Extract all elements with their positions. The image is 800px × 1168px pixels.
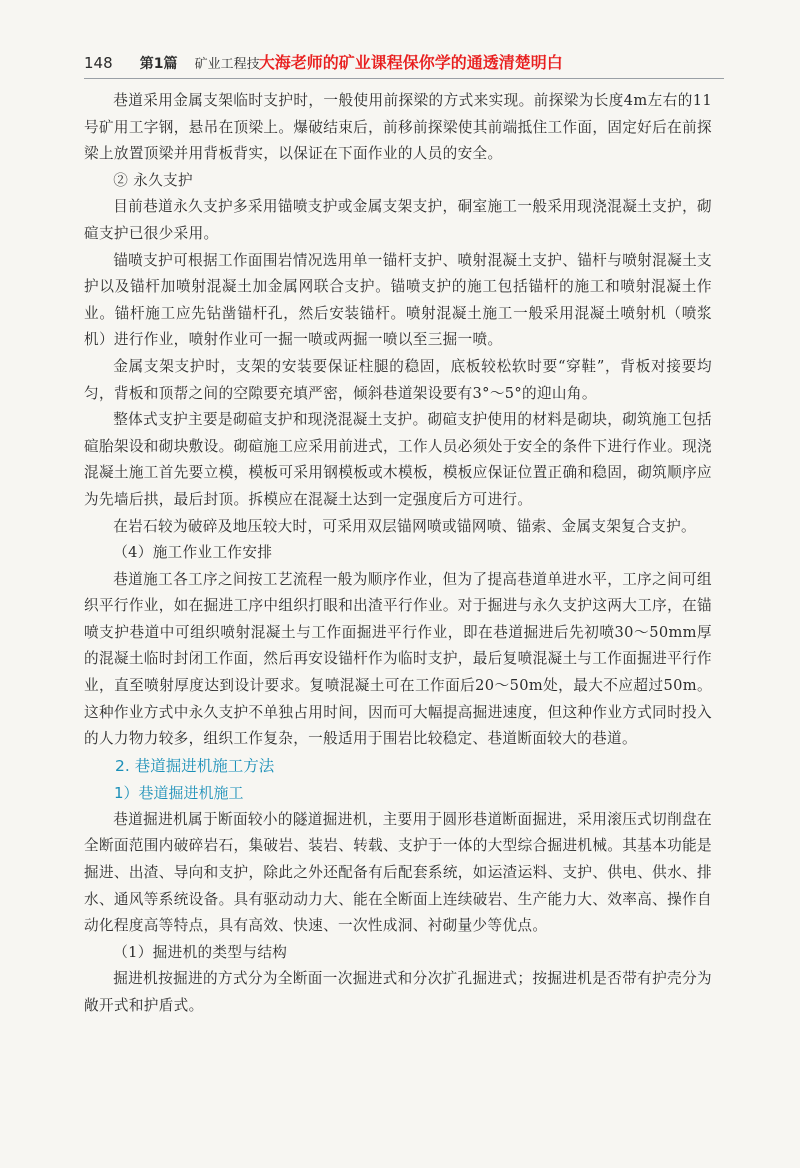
chapter-title: 矿业工程技 <box>194 57 260 72</box>
page-number: 148 <box>84 54 113 72</box>
paragraph-bolt-shotcrete: 锚喷支护可根据工作面围岩情况选用单一锚杆支护、喷射混凝土支护、锚杆与喷射混凝土支护以及锚杆加喷射混凝土加金属网联合支护。锚喷支护的施工包括锚杆的施工和喷射混凝土作业。锚杆施工应先钻凿锚杆孔，然后安装锚杆。喷射混凝土施工一般采用混凝土喷射机（喷浆机）进行作业，喷射作业可一掘一喷或两掘一喷以至三掘一喷。 <box>84 251 712 349</box>
paragraph-integral-support: 整体式支护主要是砌碹支护和现浇混凝土支护。砌碹支护使用的材料是砌块，砌筑施工包括碹胎架设和砌块敷设。砌碹施工应采用前进式，工作人员必须处于安全的条件下进行作业。现浇混凝土施工首先要立模，模板可采用钢模板或木模板，模板应保证位置正确和稳固，砌筑顺序应为先墙后拱，最后封顶。拆模应在混凝土达到一定强度后方可进行。 <box>84 411 712 508</box>
paragraph-tbm-description: 巷道掘进机属于断面较小的隧道掘进机，主要用于圆形巷道断面掘进，采用滚压式切削盘在全断面范围内破碎岩石，集破岩、装岩、转载、支护于一体的大型综合掘进机械。其基本功能是掘进、出渣、导向和支护，除此之外还配备有后配套系统，如运渣运料、支护、供电、供水、排水、通风等系统设备。具有驱动动力大、能在全断面上连续破岩、生产能力大、效率高、操作自动化程度高等特点，具有高效、快速、一次性成洞、衬砌量少等优点。 <box>84 810 712 935</box>
paragraph-composite-support: 在岩石较为破碎及地压较大时，可采用双层锚网喷或锚网喷、锚索、金属支架复合支护。 <box>113 517 696 535</box>
page-header <box>84 50 724 80</box>
header-divider <box>84 78 724 79</box>
item-work-arrangement: （4）施工作业工作安排 <box>113 544 273 562</box>
paragraph-metal-support: 金属支架支护时，支架的安装要保证柱腿的稳固，底板较松软时要“穿鞋”，背板对接要均匀，背板和顶帮之间的空隙要充填严密，倾斜巷道架设要有3°～5°的迎山角。 <box>84 357 712 402</box>
paragraph-permanent-support-intro: 目前巷道永久支护多采用锚喷支护或金属支架支护，硐室施工一般采用现浇混凝土支护，砌碹支护已很少采用。 <box>84 198 712 242</box>
section-heading-tbm-method: 2. 巷道掘进机施工方法 <box>115 756 275 775</box>
item-tbm-types: （1）掘进机的类型与结构 <box>113 943 288 961</box>
item-permanent-support: ② 永久支护 <box>113 171 193 189</box>
subsection-heading-tbm-construction: 1）巷道掘进机施工 <box>114 783 244 802</box>
paragraph-work-arrangement: 巷道施工各工序之间按工艺流程一般为顺序作业，但为了提高巷道单进水平，工序之间可组织平行作业，如在掘进工序中组织打眼和出渣平行作业。对于掘进与永久支护这两大工序，在锚喷支护巷道中可组织喷射混凝土与工作面掘进平行作业，即在巷道掘进后先初喷30～50mm厚的混凝土临时封闭工作面，然后再安设锚杆作为临时支护，最后复喷混凝土与工作面掘进平行作业，直至喷射厚度达到设计要求。复喷混凝土可在工作面后20～50m处，最大不应超过50m。这种作业方式中永久支护不单独占用时间，因而可大幅提高掘进速度，但这种作业方式同时投入的人力物力较多，组织工作复杂，一般适用于围岩比较稳定、巷道断面较大的巷道。 <box>84 570 712 748</box>
paragraph-tbm-classification: 掘进机按掘进的方式分为全断面一次掘进式和分次扩孔掘进式；按掘进机是否带有护壳分为敞开式和护盾式。 <box>84 970 712 1014</box>
part-label: 第1篇 <box>139 56 178 72</box>
paragraph-temporary-support: 巷道采用金属支架临时支护时，一般使用前探梁的方式来实现。前探梁为长度4m左右的11号矿用工字钢，悬吊在顶梁上。爆破结束后，前移前探梁使其前端抵住工作面，固定好后在前探梁上放置顶梁并用背板背实，以保证在下面作业的人员的安全。 <box>84 92 712 163</box>
watermark-text: 大海老师的矿业课程保你学的通透清楚明白 <box>258 53 563 72</box>
page-body <box>84 88 712 1020</box>
